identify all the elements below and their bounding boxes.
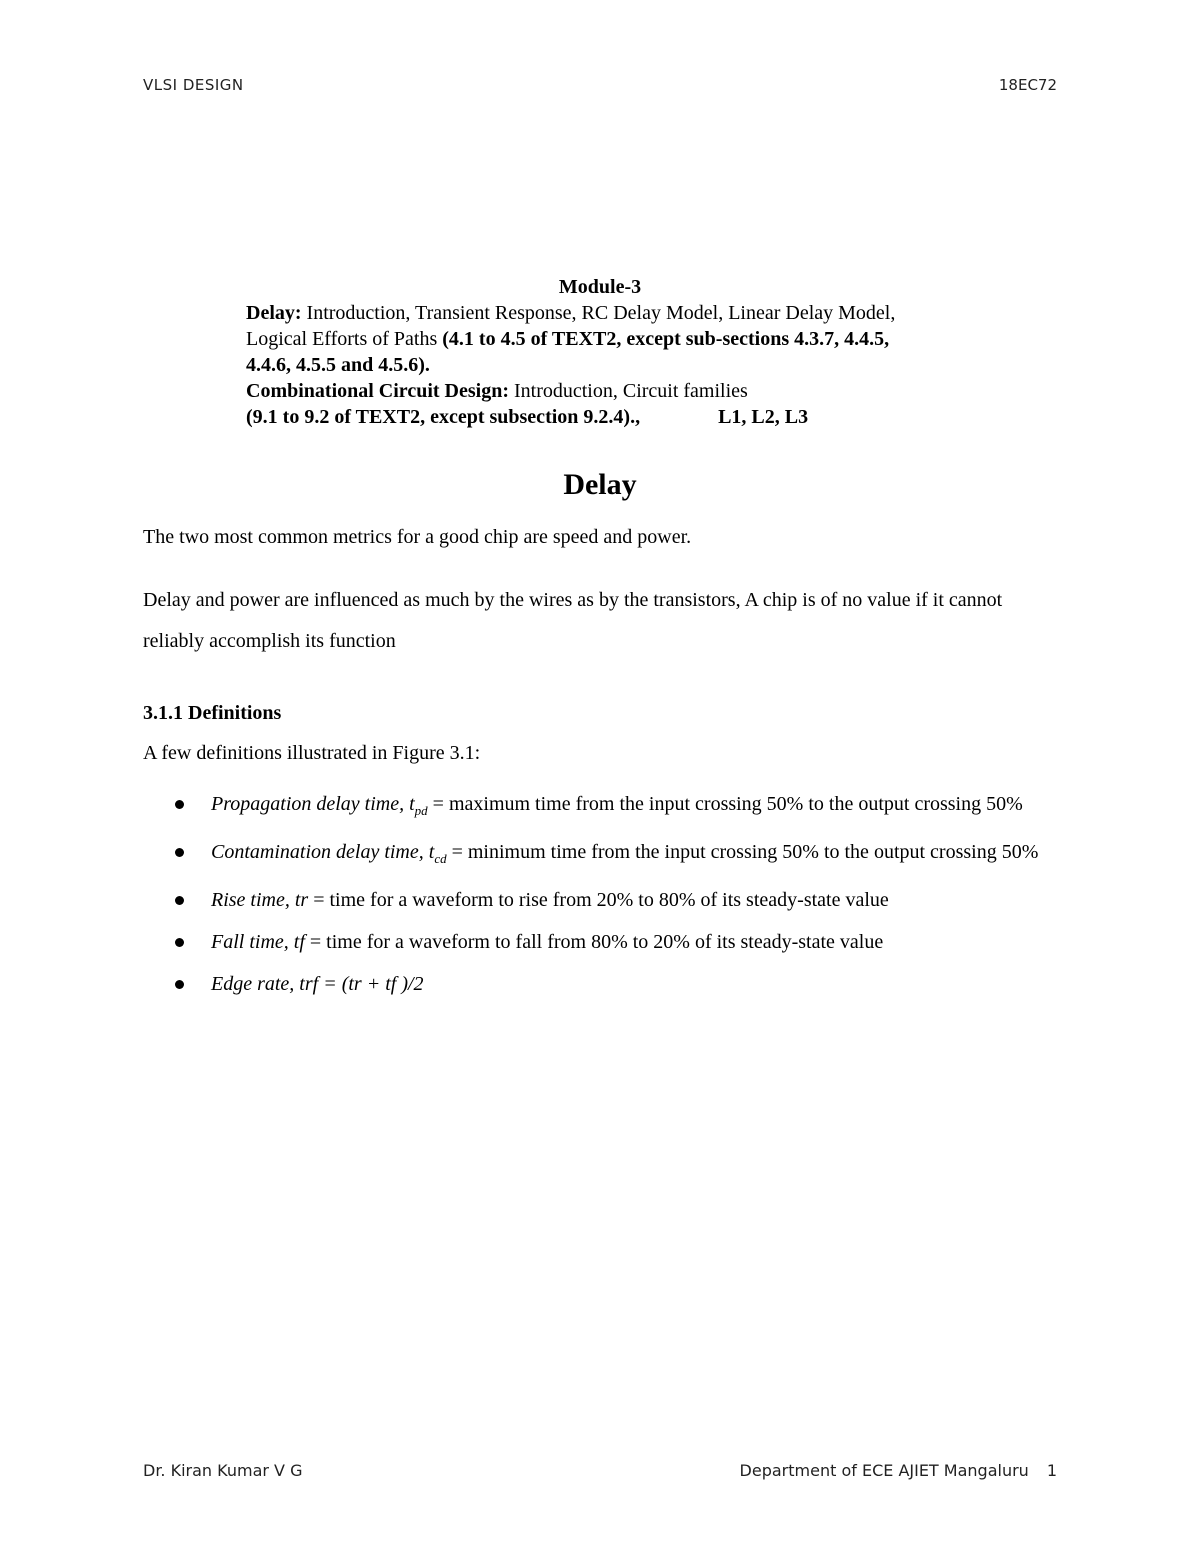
- module-line-5: [246, 404, 966, 430]
- module-line-2: [246, 326, 966, 352]
- page-number: 1: [1046, 1461, 1057, 1480]
- bullet-icon: [175, 938, 184, 947]
- footer-author: Dr. Kiran Kumar V G: [143, 1461, 303, 1480]
- ccd-topics: Introduction, Circuit families: [508, 380, 748, 402]
- levels: L1, L2, L3: [718, 406, 809, 428]
- definition-text: = time for a waveform to rise from 20% to 80% of its steady-state value: [308, 889, 889, 911]
- module-title: Module-3: [558, 276, 642, 298]
- footer-department: [740, 1461, 1057, 1480]
- bullet-icon: [175, 800, 184, 809]
- delay-label: Delay:: [246, 302, 302, 324]
- header-title: VLSI DESIGN: [143, 76, 244, 94]
- module-line-3: [246, 352, 966, 378]
- definitions-list: [143, 784, 1063, 1006]
- list-item: [143, 880, 1063, 921]
- module-line-delay: [246, 300, 966, 326]
- line3-bold: 4.4.6, 4.5.5 and 4.5.6).: [246, 354, 430, 376]
- line2-bold: (4.1 to 4.5 of TEXT2, except sub-sections 4.3.7, 4.4.5,: [442, 328, 890, 350]
- definition-term: Rise time, tr: [211, 889, 309, 911]
- list-item: [143, 784, 1063, 831]
- bullet-icon: [175, 980, 184, 989]
- definition-text: = minimum time from the input crossing 50% to the output crossing 50%: [446, 841, 1039, 863]
- definition-term: Propagation delay time, t: [211, 793, 415, 815]
- ccd-label: Combinational Circuit Design:: [246, 380, 509, 402]
- line5-bold: (9.1 to 9.2 of TEXT2, except subsection 9.2.4).,: [246, 406, 641, 428]
- list-item: [143, 922, 1063, 963]
- module-syllabus-block: [246, 274, 966, 430]
- definition-text: = time for a waveform to fall from 80% to 20% of its steady-state value: [304, 931, 884, 953]
- bullet-icon: [175, 848, 184, 857]
- module-line-ccd: [246, 378, 966, 404]
- definition-term: Fall time, tf: [211, 931, 305, 953]
- definition-subscript: pd: [414, 803, 428, 818]
- paragraph-2: Delay and power are influenced as much by the wires as by the transistors, A chip is of no value if it cannot reliably accomplish its function: [143, 589, 1003, 652]
- definition-term: Edge rate, trf = (tr + tf )/2: [211, 973, 424, 995]
- definition-term: Contamination delay time, t: [211, 841, 435, 863]
- delay-topics: Introduction, Transient Response, RC Delay Model, Linear Delay Model,: [301, 302, 896, 324]
- section-title-delay: Delay: [563, 468, 637, 501]
- list-item: [143, 964, 1063, 1005]
- header-course-code: 18EC72: [998, 76, 1057, 94]
- list-item: [143, 832, 1063, 879]
- section-heading: 3.1.1 Definitions: [143, 702, 282, 724]
- paragraph-1: The two most common metrics for a good chip are speed and power.: [143, 526, 692, 548]
- line2-plain: Logical Efforts of Paths: [246, 328, 443, 350]
- definitions-intro: A few definitions illustrated in Figure 3.1:: [143, 742, 481, 764]
- footer-department-text: Department of ECE AJIET Mangaluru: [739, 1461, 1029, 1480]
- definition-text: = maximum time from the input crossing 50% to the output crossing 50%: [427, 793, 1023, 815]
- definition-subscript: cd: [434, 851, 447, 866]
- bullet-icon: [175, 896, 184, 905]
